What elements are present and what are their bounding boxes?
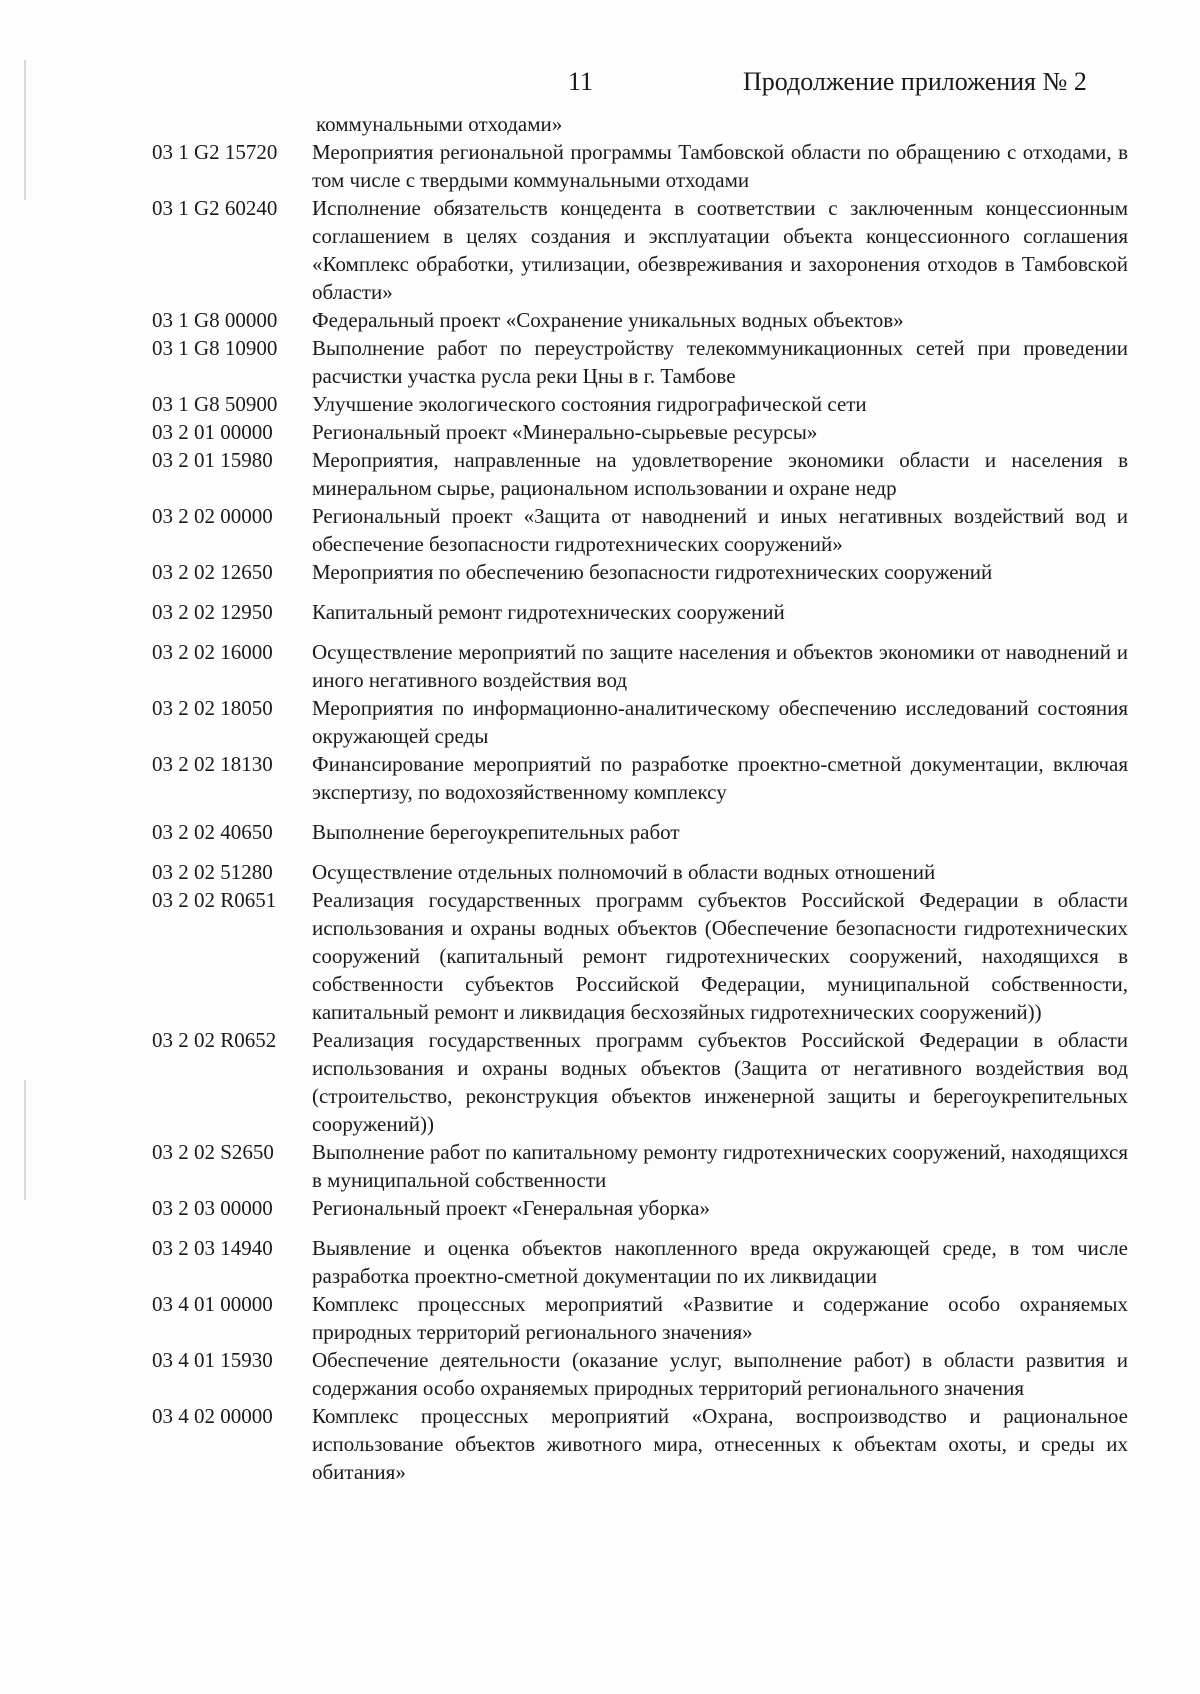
entry-description: Осуществление отдельных полномочий в области водных отношений: [312, 860, 936, 884]
continuation-text: коммунальными отходами»: [316, 112, 563, 136]
list-item: [152, 138, 1128, 194]
list-item: [152, 390, 1128, 418]
code-list: [152, 138, 1128, 1486]
budget-code: 03 2 02 40650: [152, 820, 273, 844]
entry-description: Выполнение берегоукрепительных работ: [312, 820, 680, 844]
budget-code: 03 2 01 15980: [152, 448, 273, 472]
entry-description: Исполнение обязательств концедента в соответствии с заключенным концессионным соглашением в целях создания и эксплуатации объекта концессионного соглашения «Комплекс обработки, утилизации, обезвреживания и захоронения отходов в Тамбовской области»: [312, 196, 1128, 304]
budget-code: 03 2 01 00000: [152, 420, 273, 444]
budget-code: 03 1 G8 10900: [152, 336, 278, 360]
budget-code: 03 1 G8 00000: [152, 308, 278, 332]
scan-edge-mark: [24, 1080, 26, 1200]
entry-description: Реализация государственных программ субъектов Российской Федерации в области использования и охраны водных объектов (Защита от негативного воздействия вод (строительство, реконструкция объектов инженерной защиты и берегоукрепительных сооружений)): [312, 1028, 1128, 1136]
list-item: [152, 1194, 1128, 1222]
page-number: 11: [568, 67, 594, 96]
entry-description: Выполнение работ по капитальному ремонту гидротехнических сооружений, находящихся в муниципальной собственности: [312, 1140, 1128, 1192]
budget-code: 03 4 01 00000: [152, 1292, 273, 1316]
list-item: [152, 446, 1128, 502]
entry-description: Региональный проект «Генеральная уборка»: [312, 1196, 710, 1220]
entry-description: Федеральный проект «Сохранение уникальных водных объектов»: [312, 308, 904, 332]
budget-code: 03 2 03 14940: [152, 1236, 273, 1260]
entry-description: Выполнение работ по переустройству телекоммуникационных сетей при проведении расчистки участка русла реки Цны в г. Тамбове: [312, 336, 1128, 388]
budget-code: 03 1 G2 60240: [152, 196, 278, 220]
budget-code: 03 4 02 00000: [152, 1404, 273, 1428]
list-item: [152, 858, 1128, 886]
entry-description: Реализация государственных программ субъектов Российской Федерации в области использования и охраны водных объектов (Обеспечение безопасности гидротехнических сооружений (капитальный ремонт гидротехнических сооружений, находящихся в собственности субъектов Российской Федерации, муниципальной собственности, капитальный ремонт и ликвидация бесхозяйных гидротехнических сооружений)): [312, 888, 1128, 1024]
entry-description: Мероприятия региональной программы Тамбовской области по обращению с отходами, в том числе с твердыми коммунальными отходами: [312, 140, 1128, 192]
entry-description: Капитальный ремонт гидротехнических сооружений: [312, 600, 785, 624]
budget-code: 03 2 02 51280: [152, 860, 273, 884]
entry-description: Обеспечение деятельности (оказание услуг, выполнение работ) в области развития и содержания особо охраняемых природных территорий регионального значения: [312, 1348, 1128, 1400]
entry-description: Улучшение экологического состояния гидрографической сети: [312, 392, 867, 416]
list-item: [152, 818, 1128, 846]
entry-description: Комплекс процессных мероприятий «Развитие и содержание особо охраняемых природных территорий регионального значения»: [312, 1292, 1128, 1344]
entry-description: Комплекс процессных мероприятий «Охрана, воспроизводство и рациональное использование объектов животного мира, отнесенных к объектам охоты, и среды их обитания»: [312, 1404, 1128, 1484]
list-item: [152, 598, 1128, 626]
budget-code: 03 2 02 12650: [152, 560, 273, 584]
list-item: [152, 1234, 1128, 1290]
list-item: [152, 306, 1128, 334]
list-item: [152, 1026, 1128, 1138]
budget-code: 03 2 02 00000: [152, 504, 273, 528]
budget-code: 03 2 02 18130: [152, 752, 273, 776]
budget-code: 03 2 02 R0651: [152, 888, 277, 912]
list-item: [152, 334, 1128, 390]
budget-code: 03 1 G8 50900: [152, 392, 278, 416]
entry-description: Региональный проект «Минерально-сырьевые ресурсы»: [312, 420, 818, 444]
scan-edge-mark: [24, 60, 26, 200]
list-item: [152, 418, 1128, 446]
list-item: [152, 750, 1128, 806]
entry-description: Осуществление мероприятий по защите населения и объектов экономики от наводнений и иного негативного воздействия вод: [312, 640, 1128, 692]
appendix-title: Продолжение приложения № 2: [743, 67, 1087, 96]
list-item: [152, 558, 1128, 586]
entry-description: Финансирование мероприятий по разработке проектно-сметной документации, включая экспертизу, по водохозяйственному комплексу: [312, 752, 1128, 804]
list-item: [152, 1402, 1128, 1486]
entry-description: Мероприятия, направленные на удовлетворение экономики области и населения в минеральном сырье, рациональном использовании и охране недр: [312, 448, 1128, 500]
list-item: [152, 694, 1128, 750]
entry-description: Мероприятия по информационно-аналитическому обеспечению исследований состояния окружающей среды: [312, 696, 1128, 748]
list-item: [152, 1290, 1128, 1346]
budget-code: 03 2 02 16000: [152, 640, 273, 664]
budget-code: 03 2 02 18050: [152, 696, 273, 720]
budget-code: 03 2 02 S2650: [152, 1140, 274, 1164]
budget-code: 03 2 02 12950: [152, 600, 273, 624]
list-item: [152, 1346, 1128, 1402]
budget-code: 03 4 01 15930: [152, 1348, 273, 1372]
budget-code: 03 2 03 00000: [152, 1196, 273, 1220]
budget-code: 03 2 02 R0652: [152, 1028, 277, 1052]
entry-description: Мероприятия по обеспечению безопасности гидротехнических сооружений: [312, 560, 993, 584]
list-item: [152, 886, 1128, 1026]
list-item: [152, 502, 1128, 558]
list-item: [152, 638, 1128, 694]
entry-description: Региональный проект «Защита от наводнений и иных негативных воздействий вод и обеспечение безопасности гидротехнических сооружений»: [312, 504, 1128, 556]
list-item: [152, 194, 1128, 306]
list-item: [152, 1138, 1128, 1194]
entry-description: Выявление и оценка объектов накопленного вреда окружающей среде, в том числе разработка проектно-сметной документации по их ликвидации: [312, 1236, 1128, 1288]
budget-code: 03 1 G2 15720: [152, 140, 278, 164]
